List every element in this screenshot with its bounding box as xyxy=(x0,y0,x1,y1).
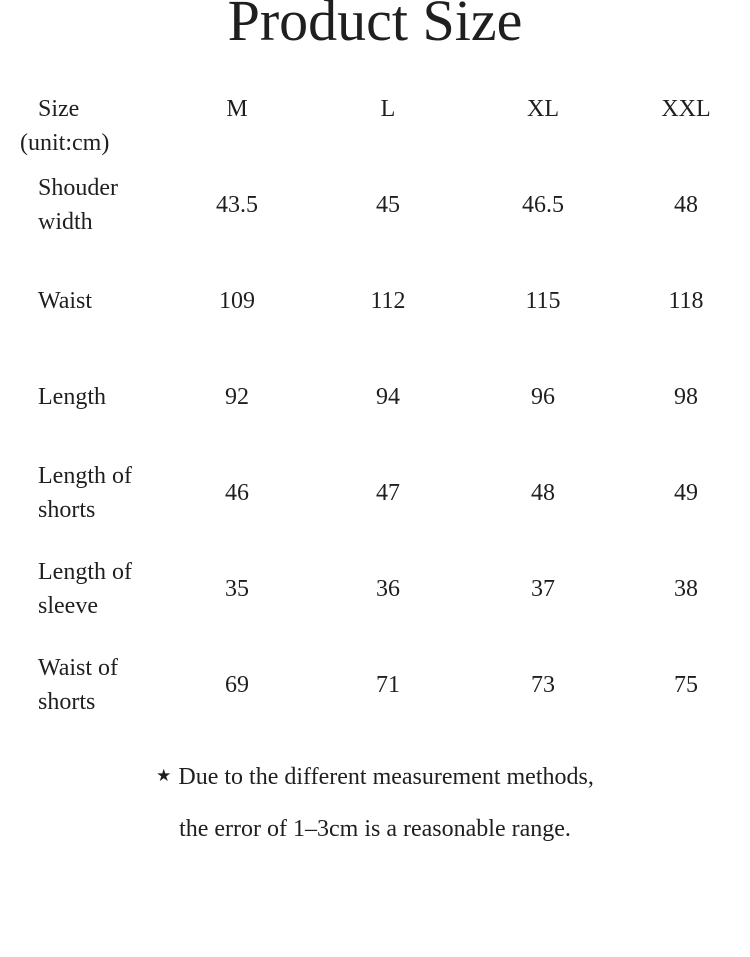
column-header-l: L xyxy=(380,96,396,122)
size-value: 46.5 xyxy=(522,192,564,218)
size-value: 36 xyxy=(376,576,400,602)
size-value: 98 xyxy=(674,384,698,410)
size-value: 92 xyxy=(225,384,249,410)
table-body xyxy=(0,157,750,733)
table-row xyxy=(0,157,750,253)
header-size-label: Size xyxy=(38,96,80,122)
row-label: Waist xyxy=(38,288,93,314)
size-value: 94 xyxy=(376,384,400,410)
row-label: Shouder width xyxy=(38,175,118,235)
table-row xyxy=(0,253,750,349)
size-value: 109 xyxy=(219,288,255,314)
size-value: 73 xyxy=(531,672,555,698)
size-value: 118 xyxy=(668,288,704,314)
row-label: Waist of shorts xyxy=(38,655,119,715)
column-header-xl: XL xyxy=(527,96,559,122)
size-value: 35 xyxy=(225,576,249,602)
size-value: 75 xyxy=(674,672,698,698)
column-header-m: M xyxy=(226,96,248,122)
size-value: 49 xyxy=(674,480,698,506)
size-value: 46 xyxy=(225,480,249,506)
size-value: 115 xyxy=(525,288,561,314)
header-unit-label: (unit:cm) xyxy=(20,130,110,156)
star-icon: ★ xyxy=(156,766,172,786)
size-value: 38 xyxy=(674,576,698,602)
note-line-2: the error of 1–3cm is a reasonable range. xyxy=(179,816,571,842)
size-value: 71 xyxy=(376,672,400,698)
header-label-cell xyxy=(0,92,162,160)
row-label: Length of sleeve xyxy=(38,559,132,619)
table-row xyxy=(0,445,750,541)
size-table xyxy=(0,92,750,733)
size-value: 112 xyxy=(370,288,406,314)
row-label: Length of shorts xyxy=(38,463,132,523)
size-value: 69 xyxy=(225,672,249,698)
row-label: Length xyxy=(38,384,106,410)
size-value: 47 xyxy=(376,480,400,506)
table-row xyxy=(0,541,750,637)
table-row xyxy=(0,349,750,445)
note-line-1-text: Due to the different measurement methods, xyxy=(178,764,594,790)
size-value: 48 xyxy=(531,480,555,506)
table-row xyxy=(0,637,750,733)
measurement-note xyxy=(0,752,750,854)
size-value: 45 xyxy=(376,192,400,218)
note-line-1 xyxy=(0,752,750,804)
column-header-xxl: XXL xyxy=(661,96,711,122)
size-value: 96 xyxy=(531,384,555,410)
page-title: Product Size xyxy=(227,0,523,53)
size-value: 43.5 xyxy=(216,192,258,218)
size-value: 37 xyxy=(531,576,555,602)
size-value: 48 xyxy=(674,192,698,218)
table-header-row xyxy=(0,92,750,160)
